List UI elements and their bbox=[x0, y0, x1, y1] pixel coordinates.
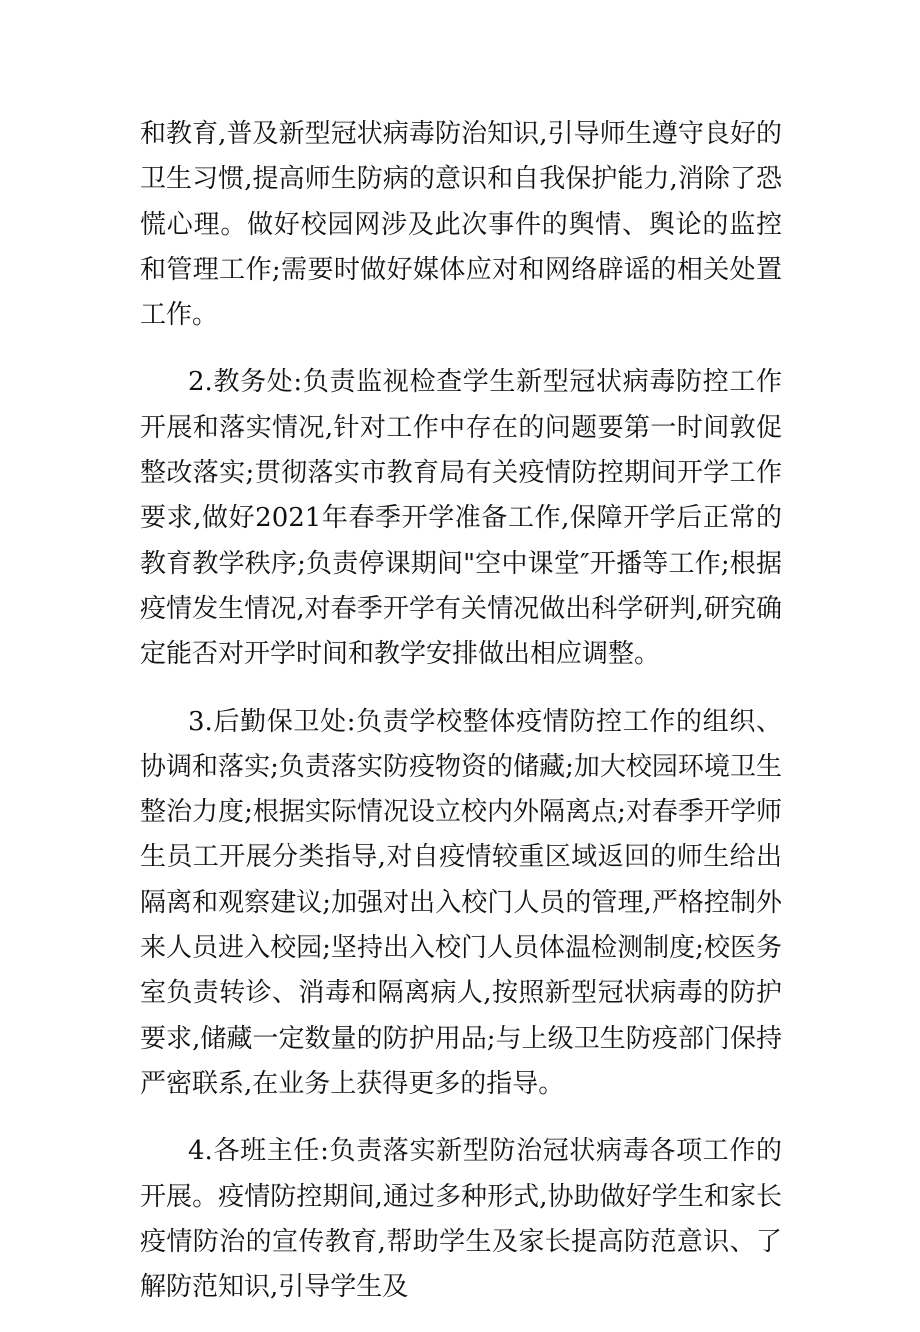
paragraph-class-teachers: 4.各班主任:负责落实新型防治冠状病毒各项工作的开展。疫情防控期间,通过多种形式,协助做好学生和家长疫情防治的宣传教育,帮助学生及家长提高防范意识、了解防范知识,引导学生及 bbox=[140, 1136, 782, 1303]
paragraph-logistics-security: 3.后勤保卫处:负责学校整体疫情防控工作的组织、协调和落实;负责落实防疫物资的储藏;加大校园环境卫生整治力度;根据实际情况设立校内外隔离点;对春季开学师生员工开展分类指导,对自疫情较重区域返回的师生给出隔离和观察建议;加强对出入校门人员的管理,严格控制外来人员进入校园;坚持出入校门人员体温检测制度;校医务室负责转诊、消毒和隔离病人,按照新型冠状病毒的防护要求,储藏一定数量的防护用品;与上级卫生防疫部门保持严密联系,在业务上获得更多的指导。 bbox=[140, 706, 782, 1099]
paragraph-academic-affairs: 2.教务处:负责监视检查学生新型冠状病毒防控工作开展和落实情况,针对工作中存在的问题要第一时间敦促整改落实;贯彻落实市教育局有关疫情防控期间开学工作要求,做好2021年春季开学准备工作,保障开学后正常的教育教学秩序;负责停课期间"空中课堂″开播等工作;根据疫情发生情况,对春季开学有关情况做出科学研判,研究确定能否对开学时间和教学安排做出相应调整。 bbox=[140, 367, 782, 670]
paragraph-continued: 和教育,普及新型冠状病毒防治知识,引导师生遵守良好的卫生习惯,提高师生防病的意识和自我保护能力,消除了恐慌心理。做好校园网涉及此次事件的舆情、舆论的监控和管理工作;需要时做好媒体应对和网络辟谣的相关处置工作。 bbox=[140, 119, 782, 331]
document-body bbox=[140, 112, 782, 1332]
